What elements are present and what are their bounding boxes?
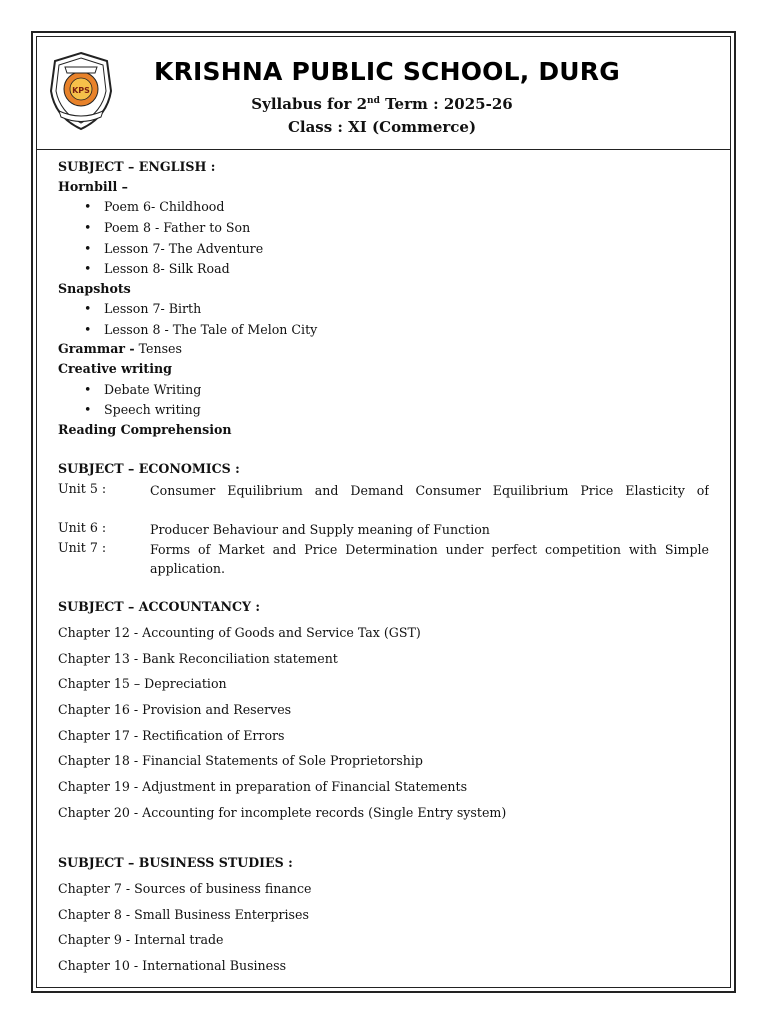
grammar-label: Grammar - [58, 341, 135, 356]
chapter-item: Chapter 16 - Provision and Reserves [58, 702, 292, 717]
chapter-item: Chapter 13 - Bank Reconciliation statement [58, 651, 338, 666]
syllabus-title [132, 95, 632, 113]
accountancy-heading: SUBJECT – ACCOUNTANCY : [58, 599, 261, 614]
list-item: Debate Writing [104, 382, 202, 397]
unit-label: Unit 6 : [58, 520, 107, 535]
list-item: Lesson 8 - The Tale of Melon City [104, 322, 318, 337]
chapter-item: Chapter 18 - Financial Statements of Sole Proprietorship [58, 753, 423, 768]
chapter-item: Chapter 8 - Small Business Enterprises [58, 907, 309, 922]
creative-heading: Creative writing [58, 361, 172, 376]
inner-border [36, 36, 731, 988]
list-item: Poem 8 - Father to Son [104, 220, 251, 235]
english-heading: SUBJECT – ENGLISH : [58, 159, 216, 174]
economics-heading: SUBJECT – ECONOMICS : [58, 461, 240, 476]
document-header [37, 37, 730, 150]
class-line: Class : XI (Commerce) [287, 118, 477, 136]
unit-description: Producer Behaviour and Supply meaning of Function [150, 522, 490, 537]
chapter-item: Chapter 15 – Depreciation [58, 676, 227, 691]
page-border [31, 31, 736, 993]
logo-text: KPS [72, 86, 90, 95]
unit-label: Unit 7 : [58, 540, 107, 555]
chapter-item: Chapter 19 - Adjustment in preparation of Financial Statements [58, 779, 468, 794]
chapter-item: Chapter 10 - International Business [58, 958, 287, 973]
snapshots-heading: Snapshots [58, 281, 131, 296]
chapter-item: Chapter 7 - Sources of business finance [58, 881, 312, 896]
unit-description: Consumer Equilibrium and Demand Consumer Equilibrium Price Elasticity of [150, 483, 709, 498]
unit-description: Forms of Market and Price Determination under perfect competition with Simple application. [150, 542, 709, 576]
bullet-icon: • [84, 261, 92, 276]
syllabus-superscript: nd [367, 96, 380, 106]
chapter-item: Chapter 9 - Internal trade [58, 932, 224, 947]
list-item: Lesson 7- Birth [104, 301, 202, 316]
bullet-icon: • [84, 199, 92, 214]
bullet-icon: • [84, 382, 92, 397]
bullet-icon: • [84, 301, 92, 316]
chapter-item: Chapter 17 - Rectification of Errors [58, 728, 285, 743]
grammar-value: Tenses [134, 341, 182, 356]
grammar-line [58, 341, 182, 356]
syllabus-suffix: Term : 2025-26 [379, 95, 513, 113]
school-name: KRISHNA PUBLIC SCHOOL, DURG [154, 57, 620, 86]
syllabus-prefix: Syllabus for 2 [251, 95, 368, 113]
bullet-icon: • [84, 220, 92, 235]
bullet-icon: • [84, 241, 92, 256]
unit-label: Unit 5 : [58, 481, 107, 496]
hornbill-heading: Hornbill – [58, 179, 128, 194]
list-item: Lesson 8- Silk Road [104, 261, 230, 276]
list-item: Lesson 7- The Adventure [104, 241, 264, 256]
chapter-item: Chapter 20 - Accounting for incomplete records (Single Entry system) [58, 805, 507, 820]
list-item: Speech writing [104, 402, 201, 417]
chapter-item: Chapter 12 - Accounting of Goods and Service Tax (GST) [58, 625, 421, 640]
bullet-icon: • [84, 402, 92, 417]
business-heading: SUBJECT – BUSINESS STUDIES : [58, 855, 293, 870]
reading-heading: Reading Comprehension [58, 422, 232, 437]
bullet-icon: • [84, 322, 92, 337]
school-logo [47, 51, 115, 131]
list-item: Poem 6- Childhood [104, 199, 225, 214]
